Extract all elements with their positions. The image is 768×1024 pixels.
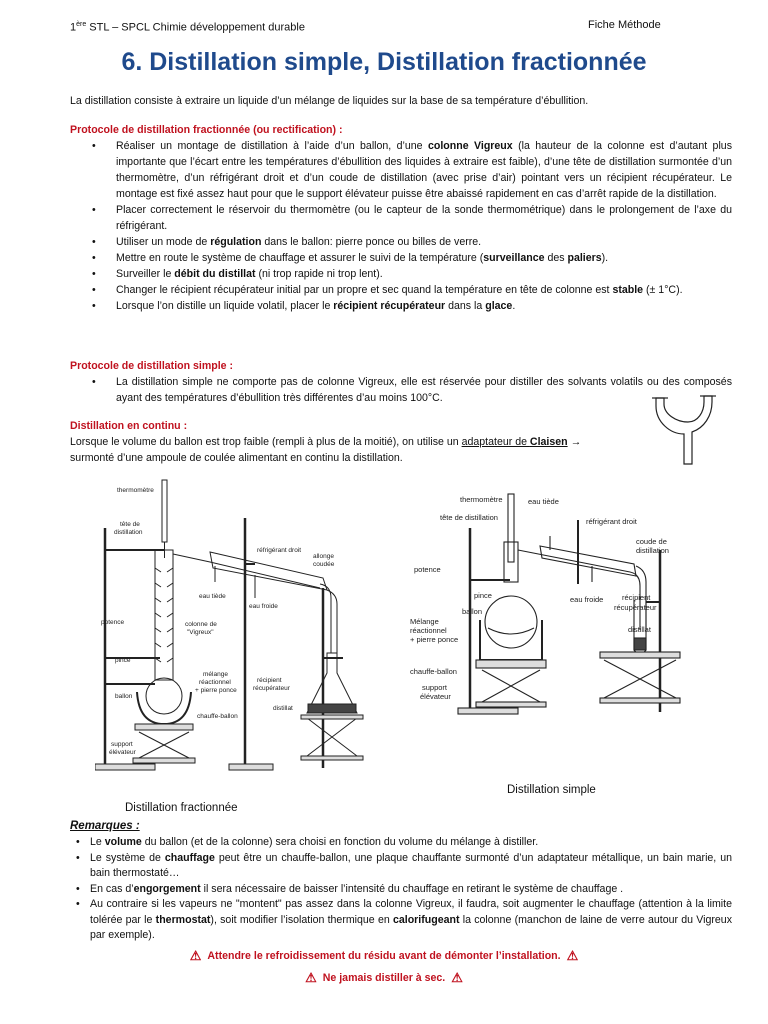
label-refrigerant: réfrigérant droit [257, 547, 302, 554]
section-heading: Distillation en continu : [70, 420, 188, 432]
label-thermometre: thermomètre [460, 495, 503, 504]
list-item: • Réaliser un montage de distillation à l’aide d’un ballon, d’une colonne Vigreux (la hauteur de la colonne est d’autant plus importante que l’écart entre les températures d’ébullition des liquides à extraire est faible), d’une tête de distillation surmontée d’un thermomètre, d’un réfrigérant droit et d’un coude de distillation (avec prise d’air) pointant vers un récipient récupérateur. Le montage est fixé assez haut pour que le support élévateur puisse être abaissé rapidement en cas d’arrêt rapide de la distillation. [70, 138, 732, 202]
label-support: support [422, 683, 448, 692]
label-pince: pince [474, 591, 492, 600]
label-colonne-2: "Vigreux" [187, 629, 214, 636]
label-melange-3: + pierre ponce [195, 687, 237, 694]
list-item: • Surveiller le débit du distillat (ni trop rapide ni trop lent). [70, 266, 732, 282]
warning-sec: ⚠ Ne jamais distiller à sec. ⚠ [305, 970, 463, 985]
label-support: support [111, 741, 133, 748]
label-ballon: ballon [115, 693, 133, 700]
continu-text: Lorsque le volume du ballon est trop faible (rempli à plus de la moitié), on utilise un adaptateur de Claisen → surmonté d’une ampoule de coulée alimentant en continu la distillation. [70, 436, 582, 464]
list-item: • Placer correctement le réservoir du thermomètre (ou le capteur de la sonde thermométrique) dans le prolongement de l’axe du réfrigérant. [70, 202, 732, 234]
label-melange-3: + pierre ponce [410, 635, 459, 644]
remarques-list [70, 835, 732, 944]
list-item: • Le volume du ballon (et de la colonne) sera choisi en fonction du volume du mélange à distiller. [70, 835, 732, 851]
section-continu [70, 418, 732, 466]
diagram-fractional-distillation [95, 478, 395, 778]
intro-text: La distillation consiste à extraire un liquide d’un mélange de liquides sur la base de sa température d’ébullition. [70, 95, 589, 107]
label-potence: potence [101, 619, 125, 626]
remarques-section [70, 818, 732, 944]
list-item: • Mettre en route le système de chauffage et assurer le suivi de la température (surveillance des paliers). [70, 250, 732, 266]
label-colonne: colonne de [185, 621, 217, 628]
warning-icon: ⚠ [305, 970, 317, 985]
caption-simple: Distillation simple [507, 784, 596, 796]
label-potence: potence [414, 565, 441, 574]
list-item: • La distillation simple ne comporte pas de colonne Vigreux, elle est réservée pour distiller des solvants volatils ou des composés ayant des températures d’ébullition très différentes d’au moins 100°C. [70, 374, 732, 406]
label-eau-froide: eau froide [249, 603, 278, 610]
label-allonge-2: coudée [313, 561, 335, 568]
section-fractionnee [70, 122, 732, 314]
section-heading: Protocole de distillation fractionnée (ou rectification) : [70, 124, 343, 136]
label-support-2: élévateur [109, 749, 136, 756]
list-item: • Au contraire si les vapeurs ne "montent" pas assez dans la colonne Vigreux, il faudra, soit augmenter le chauffage (attention à la limite tolérée par le thermostat), soit modifier l’isolation thermique en calorifugeant la colonne (manchon de laine de verre autour du Vigreux par exemple). [70, 897, 732, 944]
label-recipient-2: récupérateur [614, 603, 657, 612]
page-title: 6. Distillation simple, Distillation fractionnée [121, 48, 647, 76]
label-recipient: récipient [257, 677, 282, 684]
label-melange: Mélange [410, 617, 439, 626]
header-course: 1ère STL – SPCL Chimie développement durable [70, 21, 305, 34]
label-ballon: ballon [462, 607, 483, 616]
list-item: • En cas d’engorgement il sera nécessaire de baisser l’intensité du chauffage en retirant le système de chauffage . [70, 882, 732, 898]
label-melange-2: réactionnel [410, 626, 447, 635]
label-thermometre: thermomètre [117, 487, 154, 494]
caption-fractionnee: Distillation fractionnée [125, 802, 238, 814]
section-simple [70, 358, 732, 406]
label-coude: coude de [636, 537, 667, 546]
label-recipient-2: récupérateur [253, 685, 290, 692]
warning-icon: ⚠ [451, 970, 463, 985]
label-recipient: récipient [622, 593, 651, 602]
label-distillat: distillat [273, 705, 293, 712]
label-coude-2: distillation [636, 546, 669, 555]
label-melange: mélange [203, 671, 228, 678]
diagram-simple-distillation [410, 490, 720, 720]
list-item: • Lorsque l’on distille un liquide volatil, placer le récipient récupérateur dans la glace. [70, 298, 732, 314]
list-item: • Utiliser un mode de régulation dans le ballon: pierre ponce ou billes de verre. [70, 234, 732, 250]
label-eau-tiede: eau tiède [199, 593, 226, 600]
warning-icon: ⚠ [566, 948, 579, 963]
header-fiche: Fiche Méthode [588, 19, 661, 31]
remarques-title: Remarques : [70, 820, 140, 832]
label-tete: tête de [120, 521, 140, 528]
label-eau-froide: eau froide [570, 595, 604, 604]
claisen-adapter-icon [640, 392, 720, 472]
protocol-list [70, 138, 732, 314]
label-tete: tête de distillation [440, 513, 498, 522]
label-pince: pince [115, 657, 131, 664]
label-melange-2: réactionnel [199, 679, 231, 686]
label-eau-tiede: eau tiède [528, 497, 559, 506]
label-allonge: allonge [313, 553, 334, 560]
list-item: • Changer le récipient récupérateur initial par un propre et sec quand la température en tête de colonne est stable (± 1°C). [70, 282, 732, 298]
label-refrigerant: réfrigérant droit [586, 517, 637, 526]
label-support-2: élévateur [420, 692, 451, 701]
label-chauffe: chauffe-ballon [197, 713, 238, 720]
list-item: • Le système de chauffage peut être un chauffe-ballon, une plaque chauffante surmonté d’un adaptateur métallique, un bain marie, un bain thermostaté… [70, 851, 732, 882]
label-tete-2: distillation [114, 529, 143, 536]
section-heading: Protocole de distillation simple : [70, 360, 234, 372]
warning-refroidissement: ⚠ Attendre le refroidissement du résidu avant de démonter l’installation. ⚠ [189, 948, 579, 963]
label-distillat: distillat [628, 625, 651, 634]
warning-icon: ⚠ [189, 948, 202, 963]
label-chauffe: chauffe-ballon [410, 667, 457, 676]
